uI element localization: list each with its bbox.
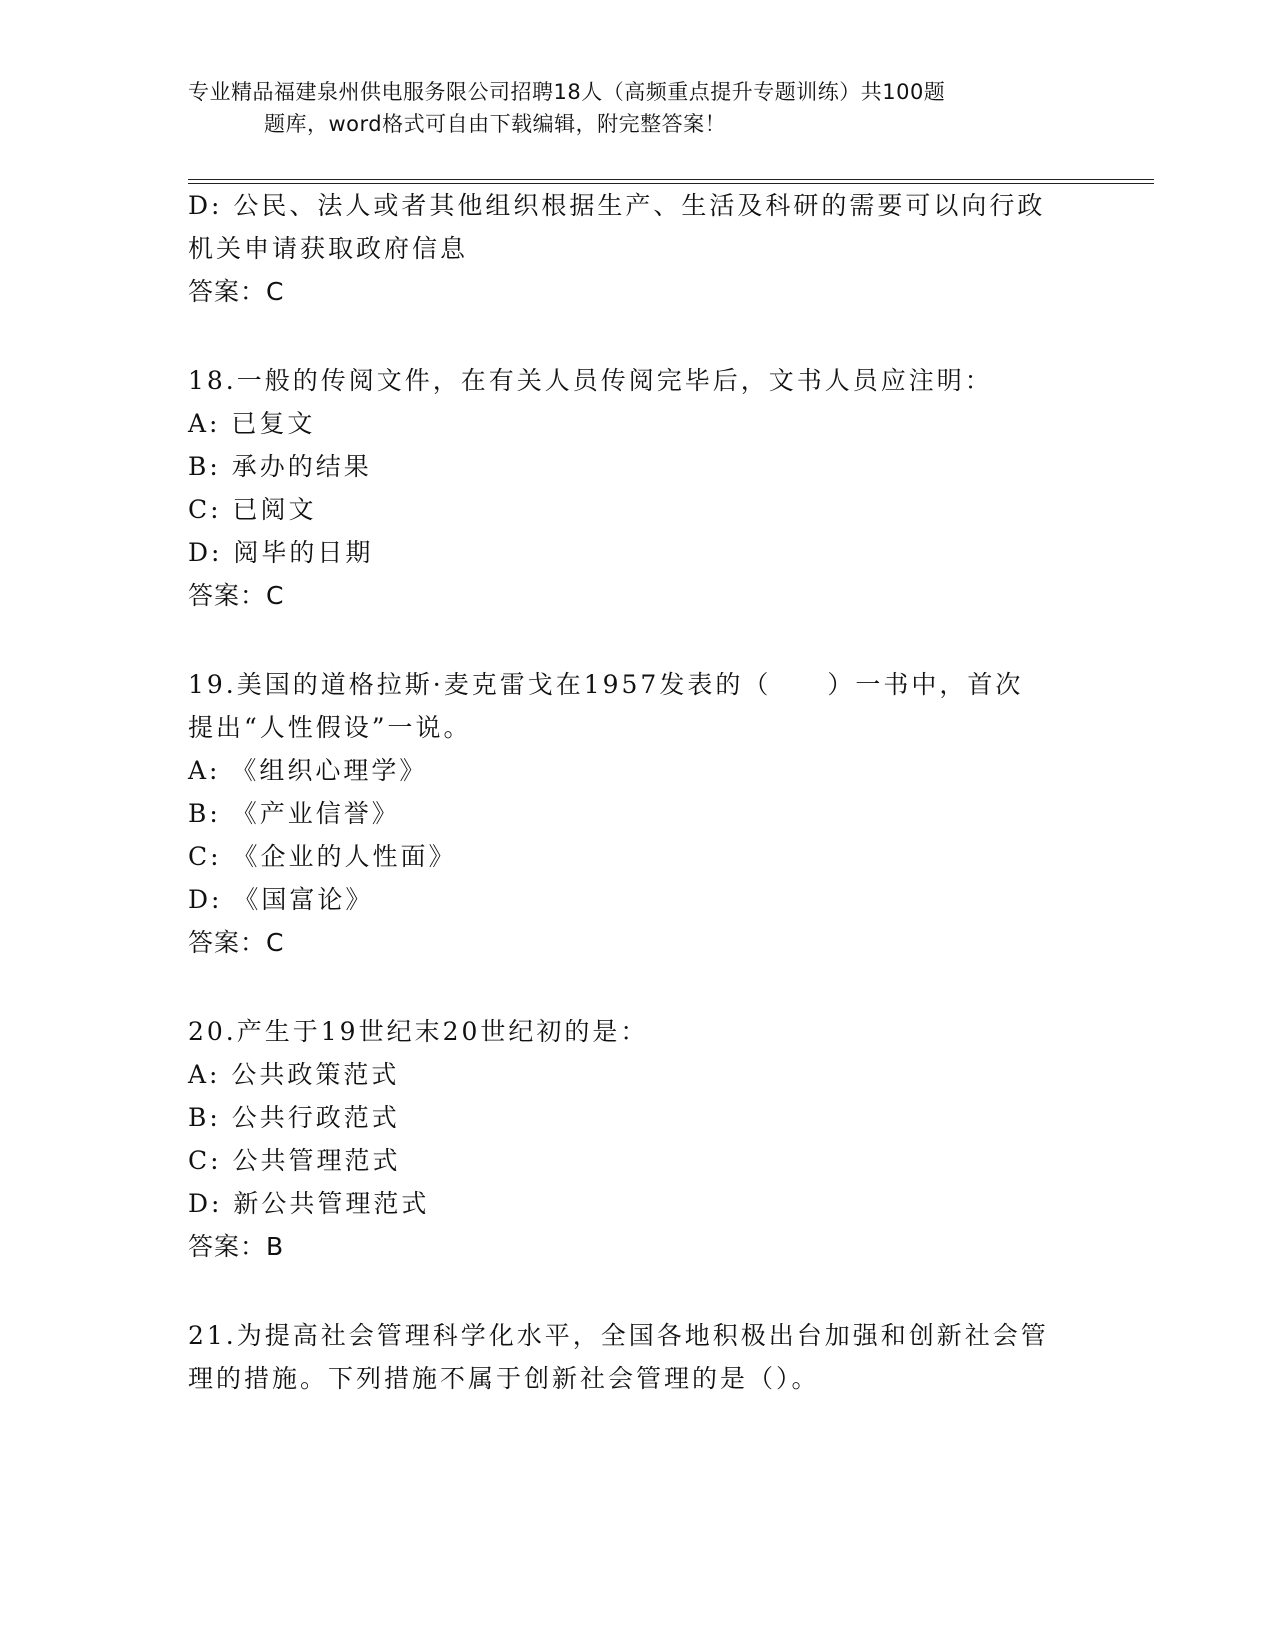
question-18-stem: 18.一般的传阅文件，在有关人员传阅完毕后，文书人员应注明：: [188, 366, 993, 395]
question-19-answer: 答案：C: [188, 928, 285, 957]
question-19-stem-line1: 19.美国的道格拉斯·麦克雷戈在1957发表的（ ）一书中，首次: [188, 670, 1024, 699]
question-19-option-b: B: 《产业信誉》: [188, 799, 400, 828]
question-18-option-c: C: 已阅文: [188, 495, 317, 524]
question-20-answer: 答案：B: [188, 1232, 285, 1261]
question-19-stem-line2: 提出“人性假设”一说。: [188, 713, 472, 742]
question-19-option-a: A: 《组织心理学》: [188, 756, 428, 785]
question-21-stem-line2: 理的措施。下列措施不属于创新社会管理的是（）。: [188, 1364, 820, 1393]
question-21-stem-line1: 21.为提高社会管理科学化水平，全国各地积极出台加强和创新社会管: [188, 1321, 1049, 1350]
question-20-stem: 20.产生于19世纪末20世纪初的是：: [188, 1017, 649, 1046]
question-20-option-c: C: 公共管理范式: [188, 1146, 401, 1175]
header-divider-top: [188, 179, 1154, 180]
question-18-answer: 答案：C: [188, 581, 285, 610]
question-20-option-d: D: 新公共管理范式: [188, 1189, 430, 1218]
header-title-line1: 专业精品福建泉州供电服务限公司招聘18人（高频重点提升专题训练）共100题: [188, 80, 946, 104]
question-20-option-a: A: 公共政策范式: [188, 1060, 400, 1089]
header-title-line2: 题库，word格式可自由下载编辑，附完整答案！: [264, 112, 727, 136]
prev-answer: 答案：C: [188, 277, 285, 306]
question-18-option-b: B: 承办的结果: [188, 452, 372, 481]
question-19-option-d: D: 《国富论》: [188, 885, 374, 914]
question-19-option-c: C: 《企业的人性面》: [188, 842, 457, 871]
document-header: [188, 76, 1088, 140]
prev-option-d-line2: 机关申请获取政府信息: [188, 234, 469, 263]
question-18-option-d: D: 阅毕的日期: [188, 538, 374, 567]
question-20-option-b: B: 公共行政范式: [188, 1103, 400, 1132]
question-18-option-a: A: 已复文: [188, 409, 316, 438]
prev-option-d-line1: D: 公民、法人或者其他组织根据生产、生活及科研的需要可以向行政: [188, 191, 1046, 220]
header-divider-bottom: [188, 183, 1154, 184]
